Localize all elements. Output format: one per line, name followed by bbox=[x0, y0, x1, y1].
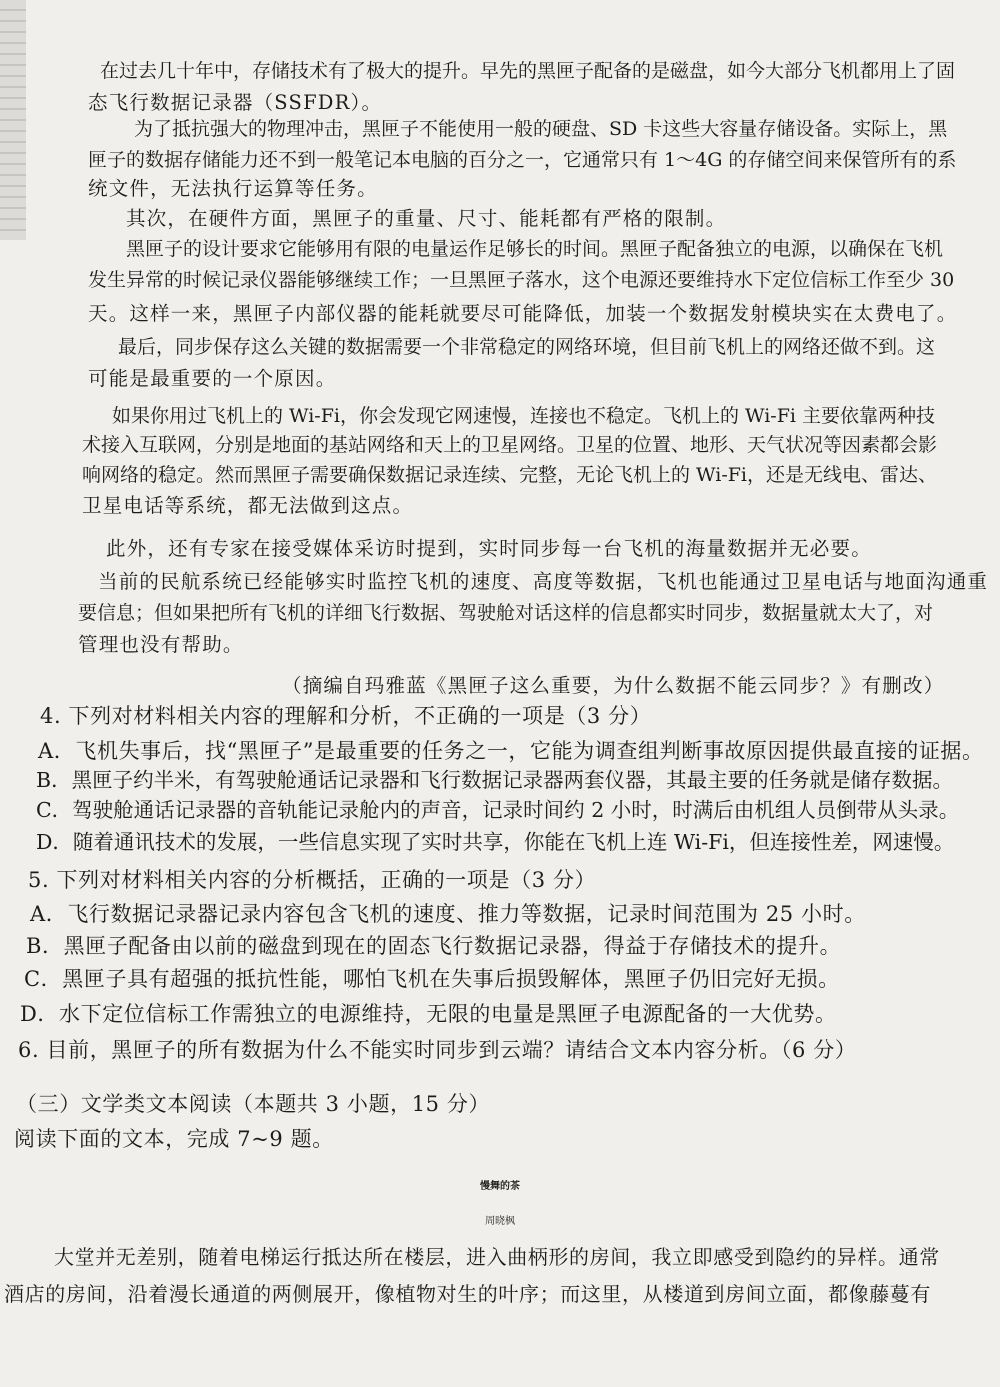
question-4-option-d: D．随着通讯技术的发展，一些信息实现了实时共享，你能在飞机上连 Wi-Fi，但连接性差，网速慢。 bbox=[36, 830, 955, 854]
material-line: 统文件，无法执行运算等任务。 bbox=[88, 177, 378, 200]
reading-instruction: 阅读下面的文本，完成 7~9 题。 bbox=[14, 1127, 334, 1151]
material-line: 发生异常的时候记录仪器能够继续工作；一旦黑匣子落水，这个电源还要维持水下定位信标工作至少 30 bbox=[88, 269, 955, 291]
material-line: 黑匣子的设计要求它能够用有限的电量运作足够长的时间。黑匣子配备独立的电源，以确保在飞机 bbox=[126, 238, 944, 260]
story-title: 慢舞的茶 bbox=[480, 1181, 520, 1192]
material-line: 卫星电话等系统，都无法做到这点。 bbox=[82, 494, 414, 517]
material-line: 在过去几十年中，存储技术有了极大的提升。早先的黑匣子配备的是磁盘，如今大部分飞机都用上了固 bbox=[100, 60, 956, 82]
material-line: 术接入互联网，分别是地面的基站网络和天上的卫星网络。卫星的位置、地形、天气状况等因素都会影 bbox=[82, 434, 938, 456]
question-6: 6. 目前，黑匣子的所有数据为什么不能实时同步到云端？请结合文本内容分析。（6 分） bbox=[18, 1038, 857, 1062]
question-5-option-b: B．黑匣子配备由以前的磁盘到现在的固态飞行数据记录器，得益于存储技术的提升。 bbox=[26, 934, 842, 958]
material-line: 响网络的稳定。然而黑匣子需要确保数据记录连续、完整，无论飞机上的 Wi-Fi，还是无线电、雷达、 bbox=[82, 464, 937, 486]
material-source: （摘编自玛雅蓝《黑匣子这么重要，为什么数据不能云同步？》有删改） bbox=[282, 674, 945, 697]
material-line: 天。这样一来，黑匣子内部仪器的能耗就要尽可能降低，加装一个数据发射模块实在太费电了。 bbox=[88, 302, 958, 325]
material-line: 管理也没有帮助。 bbox=[78, 633, 244, 656]
material-line: 要信息；但如果把所有飞机的详细飞行数据、驾驶舱对话这样的信息都实时同步，数据量就太大了，对 bbox=[78, 602, 934, 624]
material-line: 最后，同步保存这么关键的数据需要一个非常稳定的网络环境，但目前飞机上的网络还做不到。这 bbox=[118, 336, 936, 358]
material-line: 其次，在硬件方面，黑匣子的重量、尺寸、能耗都有严格的限制。 bbox=[126, 207, 727, 230]
material-line: 为了抵抗强大的物理冲击，黑匣子不能使用一般的硬盘、SD 卡这些大容量存储设备。实际上，黑 bbox=[134, 118, 948, 140]
page-edge-strip bbox=[0, 0, 26, 240]
question-4-option-b: B．黑匣子约半米，有驾驶舱通话记录器和飞行数据记录器两套仪器，其最主要的任务就是储存数据。 bbox=[36, 768, 954, 792]
question-5-option-a: A．飞行数据记录器记录内容包含飞机的速度、推力等数据，记录时间范围为 25 小时。 bbox=[30, 902, 866, 926]
question-4: 4. 下列对材料相关内容的理解和分析，不正确的一项是（3 分） bbox=[40, 704, 652, 728]
material-line: 可能是最重要的一个原因。 bbox=[88, 367, 337, 390]
question-4-option-c: C．驾驶舱通话记录器的音轨能记录舱内的声音，记录时间约 2 小时，时满后由机组人员倒带从头录。 bbox=[36, 798, 960, 822]
question-5-option-c: C．黑匣子具有超强的抵抗性能，哪怕飞机在失事后损毁解体，黑匣子仍旧完好无损。 bbox=[24, 967, 840, 991]
material-line: 匣子的数据存储能力还不到一般笔记本电脑的百分之一，它通常只有 1～4G 的存储空间来保管所有的系 bbox=[88, 149, 957, 171]
question-5: 5. 下列对材料相关内容的分析概括，正确的一项是（3 分） bbox=[28, 868, 597, 892]
question-5-option-d: D．水下定位信标工作需独立的电源维持，无限的电量是黑匣子电源配备的一大优势。 bbox=[20, 1002, 837, 1026]
material-line: 此外，还有专家在接受媒体采访时提到，实时同步每一台飞机的海量数据并无必要。 bbox=[106, 537, 872, 560]
question-4-option-a: A．飞机失事后，找“黑匣子”是最重要的任务之一，它能为调查组判断事故原因提供最直接的证据。 bbox=[38, 739, 984, 763]
story-line: 大堂并无差别，随着电梯运行抵达所在楼层，进入曲柄形的房间，我立即感受到隐约的异样。通常 bbox=[54, 1245, 940, 1269]
material-line: 当前的民航系统已经能够实时监控飞机的速度、高度等数据，飞机也能通过卫星电话与地面沟通重 bbox=[98, 570, 989, 593]
story-author: 周晓枫 bbox=[485, 1216, 515, 1227]
material-line: 态飞行数据记录器（SSFDR）。 bbox=[88, 91, 383, 114]
material-line: 如果你用过飞机上的 Wi-Fi，你会发现它网速慢，连接也不稳定。飞机上的 Wi-Fi 主要依靠两种技 bbox=[112, 405, 936, 427]
story-line: 酒店的房间，沿着漫长通道的两侧展开，像植物对生的叶序；而这里，从楼道到房间立面，都像藤蔓有 bbox=[4, 1282, 931, 1306]
section-heading: （三）文学类文本阅读（本题共 3 小题，15 分） bbox=[16, 1092, 491, 1116]
